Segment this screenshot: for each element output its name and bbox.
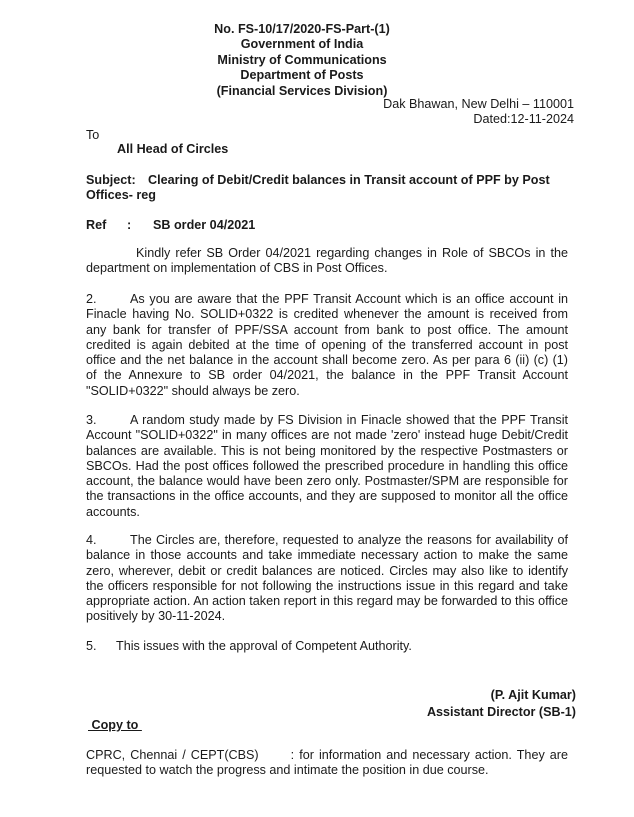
copy-instruction: : for information and necessary action. They are requested to watch the progress and intimate the position in due course. bbox=[86, 748, 568, 778]
date-line: Dated:12-11-2024 bbox=[473, 112, 574, 127]
paragraph-text: The Circles are, therefore, requested to analyze the reasons for availability of balance in those accounts and take immediate necessary action to make the same zero, wherever, debit or credit balances are noticed. Circles may also like to identify the officers responsible for not following the instructions issue in this regard and take appropriate action. An action taken report in this regard may be forwarded to this office positively by 30-11-2024. bbox=[86, 533, 568, 624]
paragraph-text: Kindly refer SB Order 04/2021 regarding changes in Role of SBCOs in the department on implementation of CBS in Post Offices. bbox=[86, 246, 568, 276]
place-line: Dak Bhawan, New Delhi – 110001 bbox=[383, 97, 574, 111]
paragraph-2 bbox=[86, 292, 568, 399]
paragraph-1 bbox=[86, 246, 568, 277]
subject-line bbox=[86, 173, 566, 204]
department-line: Department of Posts bbox=[240, 68, 364, 83]
paragraph-text: As you are aware that the PPF Transit Account which is an office account in Finacle having No. SOLID+0322 is credited whenever the amount is received from any bank for transfer of PPF/SSA account from bank to post office. The amount credited is again debited at the time of opening of the transferred account in post office and the net balance in the account shall become zero. As per para 6 (ii) (c) (1) of the Annexure to SB order 04/2021, the balance in the PPF Transit Account "SOLID+0322" should always be zero. bbox=[86, 292, 568, 398]
paragraph-number: 3. bbox=[86, 413, 97, 427]
ref-label: Ref bbox=[86, 218, 107, 232]
paragraph-text: This issues with the approval of Competent Authority. bbox=[116, 639, 412, 653]
paragraph-number: 5. bbox=[86, 639, 97, 653]
addressee: All Head of Circles bbox=[117, 142, 229, 156]
place-date-block bbox=[383, 97, 574, 128]
paragraph-5 bbox=[86, 639, 568, 654]
subject-label: Subject: bbox=[86, 173, 136, 187]
paragraph-3 bbox=[86, 413, 568, 520]
ref-colon: : bbox=[127, 218, 132, 232]
signature-block bbox=[427, 687, 576, 721]
paragraph-number: 4. bbox=[86, 533, 97, 547]
paragraph-text: A random study made by FS Division in Finacle showed that the PPF Transit Account "SOLID+0322" in many offices are not made 'zero' instead huge Debit/Credit balances are available. This is not being monitored by the respective Postmasters or SBCOs. Had the post offices followed the prescribed procedure in handling this office account, the balance would have been zero only. Postmaster/SPM are responsible for the transactions in the office accounts, and they are supposed to monitor all the office accounts. bbox=[86, 413, 568, 519]
copy-recipient-paragraph bbox=[86, 748, 568, 779]
to-label: To bbox=[86, 128, 100, 142]
paragraph-4 bbox=[86, 533, 568, 625]
letter-header bbox=[196, 22, 408, 99]
subject-text: Clearing of Debit/Credit balances in Transit account of PPF by Post Offices- reg bbox=[86, 173, 550, 203]
copy-to-heading: Copy to bbox=[88, 718, 142, 732]
division-line: (Financial Services Division) bbox=[216, 83, 388, 98]
government-line: Government of India bbox=[240, 37, 364, 52]
signatory-designation: Assistant Director (SB-1) bbox=[426, 705, 576, 719]
paragraph-number: 2. bbox=[86, 292, 97, 306]
signatory-name: (P. Ajit Kumar) bbox=[490, 688, 576, 702]
ministry-line: Ministry of Communications bbox=[217, 52, 387, 67]
reference-line bbox=[86, 218, 255, 232]
ref-text: SB order 04/2021 bbox=[153, 218, 256, 232]
file-number: No. FS-10/17/2020-FS-Part-(1) bbox=[214, 22, 390, 36]
copy-recipient: CPRC, Chennai / CEPT(CBS) bbox=[86, 748, 259, 762]
